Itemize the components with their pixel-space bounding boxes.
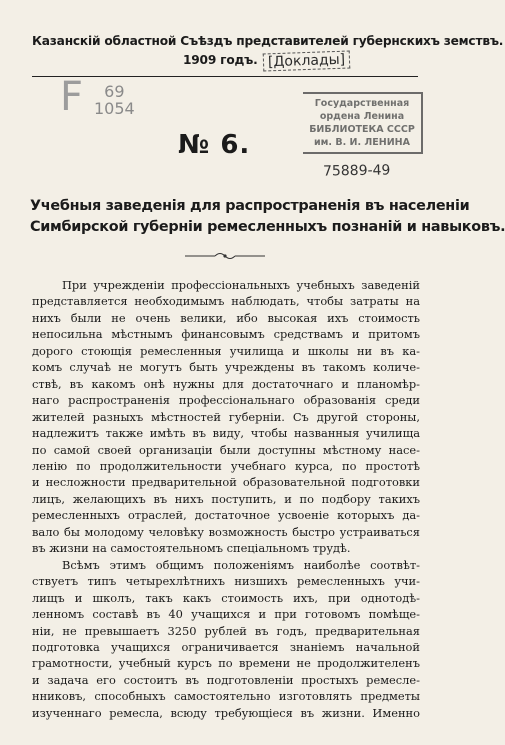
body-text-line: лищъ и школъ, такъ какъ стоимость ихъ, при однотодѣ- (32, 590, 420, 605)
body-text-line: по самой своей организаціи были доступны мѣстному насе- (32, 442, 420, 457)
body-text-line: непосильна мѣстнымъ финансовымъ средствамъ и притомъ (32, 327, 420, 342)
body-text-line: ремесленныхъ отраслей, достаточное усвоеніе которыхъ да- (32, 508, 420, 523)
library-stamp (303, 92, 423, 154)
congress-header: Казанскій областной Съѣздъ представителей губернскихъ земствъ. (32, 34, 504, 48)
document-title-line-2: Симбирской губерніи ремесленныхъ познаній и навыковъ. (30, 219, 505, 235)
body-text-line: въ жизни на самостоятельномъ спеціальномъ трудѣ. (32, 541, 351, 556)
body-text-line: грамотности, учебный курсъ по времени не продолжителенъ (32, 656, 420, 671)
shelf-mark (60, 74, 148, 135)
shelf-mark-letter: F (60, 74, 84, 120)
shelf-mark-number-bottom: 1054 (94, 99, 135, 118)
body-text-line: комъ случаѣ не могутъ быть учреждены въ такомъ количе- (32, 360, 420, 375)
inventory-number: 75889-49 (322, 162, 391, 180)
body-text-line: нниковъ, способныхъ самостоятельно изготовлять предметы (32, 689, 420, 704)
ornament-divider (185, 251, 265, 261)
body-text-line: лицъ, желающихъ въ нихъ поступить, и по подбору такихъ (32, 491, 420, 506)
header-year: 1909 годъ. (183, 53, 258, 67)
shelf-mark-number-top: 69 (104, 82, 125, 101)
body-text-line: и несложности предварительной образовательной подготовки (32, 475, 420, 490)
stamp-line-2: ордена Ленина (319, 111, 405, 122)
body-text-line: вало бы молодому человѣку возможность быстро устраиваться (32, 524, 420, 539)
body-text-line: При учрежденіи профессіональныхъ учебныхъ заведеній (62, 278, 420, 292)
body-text-line: дорого стоющія ремесленныя училища и школы ни въ ка- (32, 343, 420, 358)
body-text-line: подготовка учащихся ограничивается знаніемъ начальной (32, 639, 420, 654)
body-text-line: наго распространенія профессіональнаго образованія среди (32, 393, 420, 408)
stamp-line-1: Государственная (314, 98, 410, 109)
body-text-line: нихъ были не очень велики, ибо высокая ихъ стоимость (32, 310, 420, 325)
document-title-line-1: Учебныя заведенія для распространенія въ населеніи (30, 198, 470, 214)
body-text-line: Всѣмъ этимъ общимъ положеніямъ наиболѣе соотвѣт- (62, 557, 420, 572)
stamp-line-4: им. В. И. ЛЕНИНА (314, 137, 410, 148)
body-text-line: ленію по продолжительности учебнаго курса, по простотѣ (32, 458, 420, 473)
body-text-line: представляется необходимымъ наблюдать, чтобы затраты на (32, 294, 420, 309)
body-text-line: ствуетъ типъ четырехлѣтнихъ низшихъ ремесленныхъ учи- (32, 574, 420, 589)
handwritten-note: [Доклады] (263, 50, 351, 71)
body-text-line: и задача его состоитъ въ подготовленіи простыхъ ремесле- (32, 672, 420, 687)
body-text-line: ленномъ составѣ въ 40 учащихся и при готовомъ помѣще- (32, 607, 420, 621)
body-text-line: изученнаго ремесла, всюду требующіеся въ жизни. Именно (32, 705, 420, 720)
document-number: № 6. (178, 130, 251, 160)
header-rule (32, 76, 418, 77)
shelf-mark-number (94, 83, 135, 117)
body-text-line: жителей разныхъ мѣстностей губерніи. Съ другой стороны, (32, 409, 420, 424)
body-text-line: ніи, не превышаетъ 3250 рублей въ годъ, предварительная (32, 623, 420, 638)
body-text-line: надлежитъ также имѣть въ виду, чтобы названныя училища (32, 426, 420, 440)
body-text-line: ствѣ, въ какомъ онѣ нужны для достаточнаго и планомѣр- (32, 376, 420, 391)
stamp-line-3: БИБЛИОТЕКА СССР (309, 124, 415, 135)
